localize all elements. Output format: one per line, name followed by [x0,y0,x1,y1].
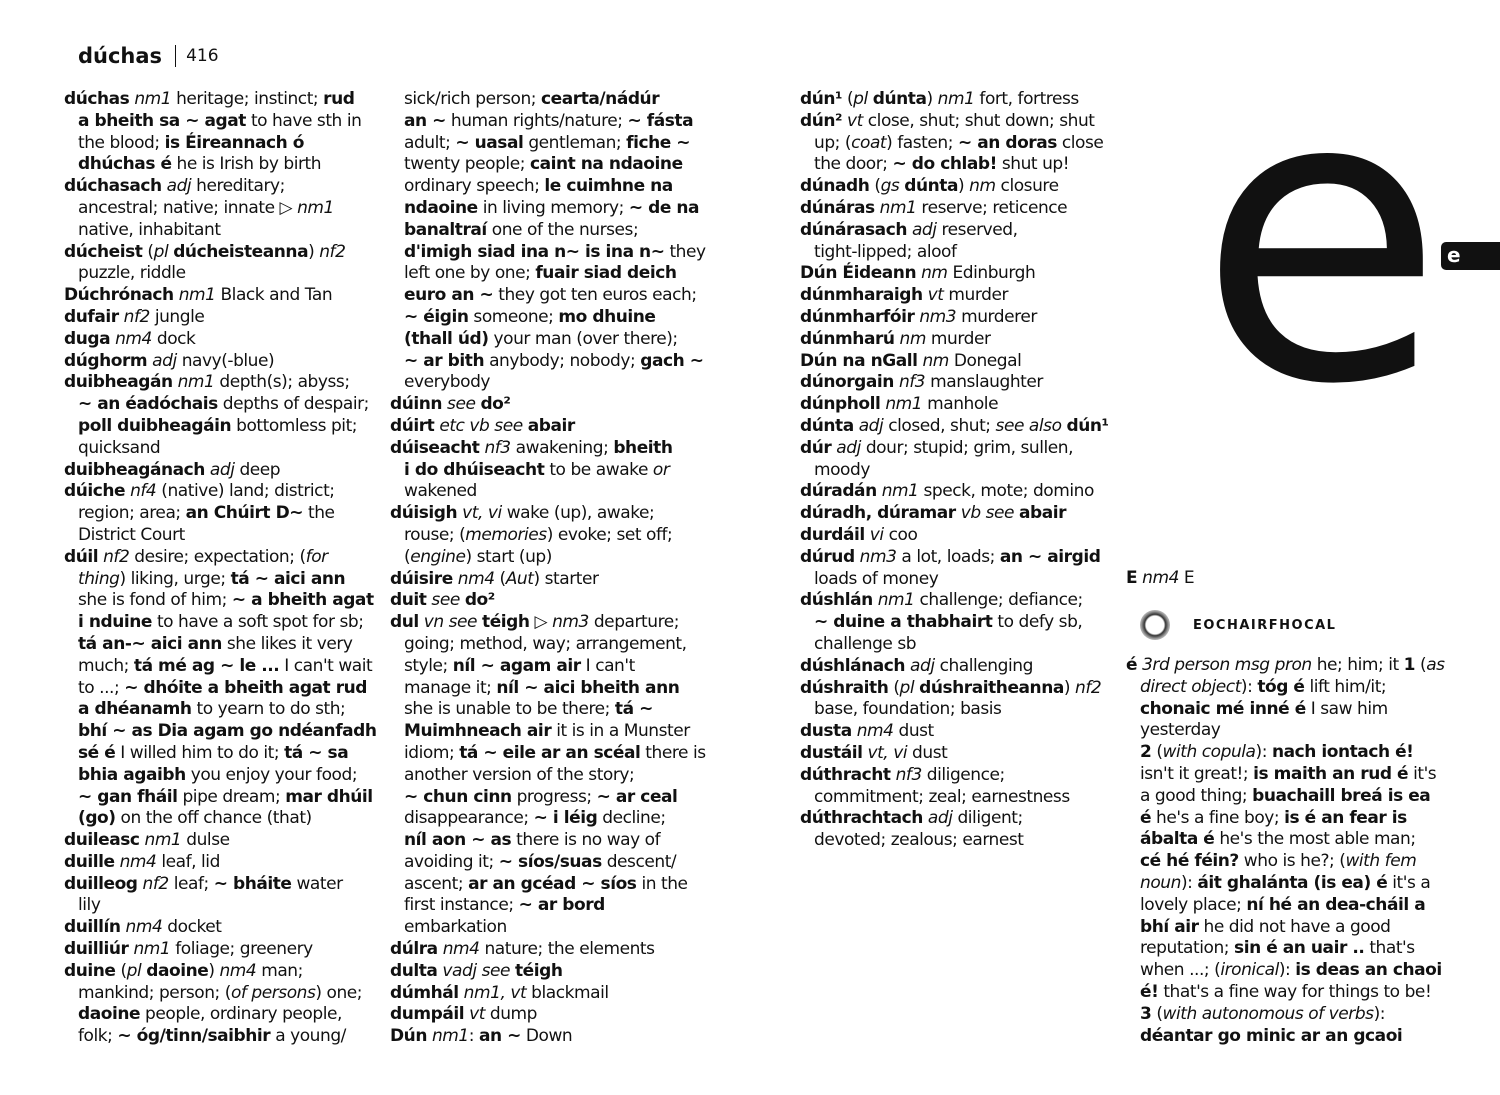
entry-continuation-line: the door; ~ do chlab! shut up! [814,154,1070,175]
entry-continuation-line: adult; ~ uasal gentleman; fiche ~ [404,132,691,153]
entry-continuation-line: rouse; (memories) evoke; set off; [404,524,673,545]
entry-continuation-line: native, inhabitant [78,219,221,240]
dictionary-column-2 [390,89,710,1048]
dictionary-entry-line: dúnmharaigh vt murder [800,285,1008,306]
dictionary-entry-line: Dún nm1: an ~ Down [390,1026,573,1047]
entry-continuation-line: bhia agaibh you enjoy your food; [78,764,358,785]
dictionary-entry-line: dúthracht nf3 diligence; [800,764,1005,785]
entry-continuation-line: banaltraí one of the nurses; [404,219,639,240]
entry-continuation-line: much; tá mé ag ~ le ... I can't wait [78,655,373,676]
dictionary-column-4 [1126,655,1452,1047]
entry-continuation-line: the blood; is Éireannach ó [78,132,304,153]
dictionary-entry-line: dul vn see téigh ▷ nm3 departure; [390,612,680,633]
entry-continuation-line: euro an ~ they got ten euros each; [404,285,697,306]
entry-continuation-line: ~ duine a thabhairt to defy sb, [814,612,1083,633]
entry-continuation-line: disappearance; ~ i léig decline; [404,808,666,829]
dictionary-entry-line: dúthrachtach adj diligent; [800,808,1023,829]
entry-continuation-line: challenge sb [814,633,917,654]
entry-continuation-line: (thall úd) your man (over there); [404,328,678,349]
entry-continuation-line: when ...; (ironical): is deas an chaoi [1140,960,1442,981]
dictionary-entry-line: dúradán nm1 speck, mote; domino [800,481,1094,502]
dictionary-entry-line: dúshlán nm1 challenge; defiance; [800,590,1083,611]
dictionary-entry-line: dúrud nm3 a lot, loads; an ~ airgid [800,546,1101,567]
entry-continuation-line: lily [78,895,101,916]
entry-continuation-line: déantar go minic ar an gcaoi [1140,1025,1403,1046]
dictionary-entry-line: dúlra nm4 nature; the elements [390,939,655,960]
entry-continuation-line: ábalta é he's the most able man; [1140,829,1416,850]
keyword-ring-icon [1140,610,1170,640]
dictionary-column-4-top [1126,568,1452,590]
dictionary-entry-line: dúchasach adj hereditary; [64,176,285,197]
dictionary-entry-line: dúr adj dour; stupid; grim, sullen, [800,437,1074,458]
entry-continuation-line: devoted; zealous; earnest [814,830,1024,851]
entry-continuation-line: bhí air he did not have a good [1140,916,1391,937]
dictionary-column-3 [800,89,1120,852]
entry-continuation-line: bhí ~ as Dia agam go ndéanfadh [78,721,377,742]
entry-continuation-line: up; (coat) fasten; ~ an doras close [814,132,1104,153]
entry-continuation-line: 2 (with copula): nach iontach é! [1140,742,1414,763]
dictionary-entry-line: duillín nm4 docket [64,917,222,938]
entry-continuation-line: wakened [404,481,477,502]
entry-continuation-line: tight-lipped; aloof [814,241,957,262]
dictionary-entry-line: é 3rd person msg pron he; him; it 1 (as [1126,655,1445,675]
running-header [78,44,219,68]
entry-continuation-line: é! that's a fine way for things to be! [1140,981,1432,1002]
entry-continuation-line: tá an-~ aici ann she likes it very [78,633,353,654]
entry-continuation-line: ~ ar bith anybody; nobody; gach ~ [404,350,704,371]
dictionary-entry-line: dúinn see do² [390,394,511,415]
entry-continuation-line: a dhéanamh to yearn to do sth; [78,699,346,720]
entry-continuation-line: direct object): tóg é lift him/it; [1140,676,1387,697]
dictionary-entry-line: durdáil vi coo [800,524,918,545]
entry-continuation-line: quicksand [78,437,161,458]
letter-tab-label: e [1447,243,1461,267]
dictionary-entry-line: dúil nf2 desire; expectation; (for [64,546,328,567]
entry-continuation-line: noun): áit ghalánta (is ea) é it's a [1140,872,1431,893]
dictionary-entry-line: duille nm4 leaf, lid [64,851,220,872]
dictionary-entry-line: duga nm4 dock [64,328,196,349]
dictionary-entry-line: dúnmharfóir nm3 murderer [800,306,1037,327]
dictionary-entry-line: duit see do² [390,590,495,611]
entry-continuation-line: ordinary speech; le cuimhne na [404,176,673,197]
entry-continuation-line: loads of money [814,568,939,589]
entry-continuation-line: a bheith sa ~ agat to have sth in [78,110,362,131]
dictionary-entry-line: dúiche nf4 (native) land; district; [64,481,335,502]
entry-continuation-line: District Court [78,524,185,545]
entry-continuation-line: sick/rich person; cearta/nádúr [404,89,660,109]
entry-continuation-line: dhúchas é he is Irish by birth [78,154,322,175]
entry-continuation-line: puzzle, riddle [78,263,186,284]
entry-continuation-line: (engine) start (up) [404,546,552,567]
entry-continuation-line: embarkation [404,917,507,938]
dictionary-entry-line: dufair nf2 jungle [64,306,205,327]
dictionary-entry-line: dúnáras nm1 reserve; reticence [800,197,1068,218]
entry-continuation-line: ~ gan fháil pipe dream; mar dhúil [78,786,373,807]
entry-continuation-line: first instance; ~ ar bord [404,895,605,916]
dictionary-entry-line: duilleog nf2 leaf; ~ bháite water [64,873,343,894]
dictionary-entry-line: dúirt etc vb see abair [390,415,575,436]
dictionary-entry-line: dúnpholl nm1 manhole [800,394,999,415]
entry-continuation-line: sé é I willed him to do it; tá ~ sa [78,742,349,763]
entry-continuation-line: style; níl ~ agam air I can't [404,655,635,676]
dictionary-entry-line: duibheagán nm1 depth(s); abyss; [64,372,350,393]
dictionary-entry-line: dumpáil vt dump [390,1004,538,1025]
entry-continuation-line: é he's a fine boy; is é an fear is [1140,807,1407,828]
entry-continuation-line: manage it; níl ~ aici bheith ann [404,677,680,698]
entry-continuation-line: ascent; ar an gcéad ~ síos in the [404,873,688,894]
dictionary-column-1 [64,89,380,1048]
entry-continuation-line: níl aon ~ as there is no way of [404,830,661,851]
entry-continuation-line: left one by one; fuair siad deich [404,263,677,284]
entry-continuation-line: ~ éigin someone; mo dhuine [404,306,656,327]
entry-continuation-line: a good thing; buachaill breá is ea [1140,785,1431,806]
keyword-marker [1140,610,1336,640]
entry-continuation-line: ~ an éadóchais depths of despair; [78,394,369,415]
dictionary-entry-line: dulta vadj see téigh [390,960,563,981]
entry-continuation-line: thing) liking, urge; tá ~ aici ann [78,568,346,589]
dictionary-entry-line: dustáil vt, vi dust [800,742,948,763]
dictionary-entry-line: duine (pl daoine) nm4 man; [64,960,303,981]
dictionary-entry-line: dún¹ (pl dúnta) nm1 fort, fortress [800,89,1079,109]
entry-continuation-line: avoiding it; ~ síos/suas descent/ [404,851,677,872]
entry-continuation-line: base, foundation; basis [814,699,1002,720]
entry-continuation-line: another version of the story; [404,764,635,785]
dictionary-entry-line: dúnárasach adj reserved, [800,219,1018,240]
entry-continuation-line: everybody [404,372,491,393]
dictionary-entry-line: dusta nm4 dust [800,721,934,742]
dictionary-entry-line: Dún Éideann nm Edinburgh [800,263,1036,284]
entry-continuation-line: folk; ~ óg/tinn/saibhir a young/ [78,1026,346,1047]
entry-continuation-line: cé hé féin? who is he?; (with fem [1140,851,1417,872]
letter-thumb-tab[interactable] [1441,242,1500,270]
entry-continuation-line: daoine people, ordinary people, [78,1004,342,1025]
header-headword: dúchas [78,44,163,68]
header-divider [175,45,176,67]
dictionary-entry-line: dúnta adj closed, shut; see also dún¹ [800,415,1109,436]
entry-continuation-line: isn't it great!; is maith an rud é it's [1140,763,1437,784]
dictionary-entry-line: E nm4 E [1126,568,1195,588]
entry-continuation-line: commitment; zeal; earnestness [814,786,1070,807]
entry-continuation-line: Muimhneach air it is in a Munster [404,721,690,742]
entry-continuation-line: idiom; tá ~ eile ar an scéal there is [404,742,706,763]
entry-continuation-line: d'imigh siad ina n~ is ina n~ they [404,241,706,262]
dictionary-entry-line: duileasc nm1 dulse [64,830,230,851]
entry-continuation-line: moody [814,459,870,480]
entry-continuation-line: chonaic mé inné é I saw him [1140,698,1388,719]
dictionary-entry-line: dúnadh (gs dúnta) nm closure [800,176,1059,197]
entry-continuation-line: going; method, way; arrangement, [404,633,687,654]
entry-continuation-line: i do dhúiseacht to be awake or [404,459,670,480]
dictionary-entry-line: dúchas nm1 heritage; instinct; rud [64,89,355,109]
entry-continuation-line: ndaoine in living memory; ~ de na [404,197,700,218]
entry-continuation-line: to ...; ~ dhóite a bheith agat rud [78,677,368,698]
keyword-label: EOCHAIRFHOCAL [1193,617,1337,633]
section-letter: e [1198,7,1437,472]
dictionary-entry-line: dúcheist (pl dúcheisteanna) nf2 [64,241,346,262]
dictionary-entry-line: dún² vt close, shut; shut down; shut [800,110,1095,131]
dictionary-entry-line: dúshraith (pl dúshraitheanna) nf2 [800,677,1102,698]
entry-continuation-line: region; area; an Chúirt D~ the [78,503,335,524]
dictionary-entry-line: dúnmharú nm murder [800,328,991,349]
dictionary-entry-line: dúnorgain nf3 manslaughter [800,372,1043,393]
dictionary-entry-line: dúisire nm4 (Aut) starter [390,568,599,589]
entry-continuation-line: she is unable to be there; tá ~ [404,699,653,720]
entry-continuation-line: twenty people; caint na ndaoine [404,154,683,175]
entry-continuation-line: ~ chun cinn progress; ~ ar ceal [404,786,678,807]
entry-continuation-line: yesterday [1140,720,1221,741]
entry-continuation-line: poll duibheagáin bottomless pit; [78,415,358,436]
dictionary-entry-line: duibheagánach adj deep [64,459,281,480]
dictionary-entry-line: dúshlánach adj challenging [800,655,1033,676]
entry-continuation-line: an ~ human rights/nature; ~ fásta [404,110,694,131]
entry-continuation-line: (go) on the off chance (that) [78,808,312,829]
entry-continuation-line: reputation; sin é an uair .. that's [1140,938,1415,959]
dictionary-entry-line: duilliúr nm1 foliage; greenery [64,939,313,960]
dictionary-entry-line: Dún na nGall nm Donegal [800,350,1022,371]
entry-continuation-line: she is fond of him; ~ a bheith agat [78,590,374,611]
entry-continuation-line: lovely place; ní hé an dea-cháil a [1140,894,1426,915]
dictionary-entry-line: dúiseacht nf3 awakening; bheith [390,437,673,458]
entry-continuation-line: mankind; person; (of persons) one; [78,982,363,1003]
dictionary-entry-line: Dúchrónach nm1 Black and Tan [64,285,333,306]
dictionary-entry-line: dúghorm adj navy(-blue) [64,350,275,371]
entry-continuation-line: ancestral; native; innate ▷ nm1 [78,197,334,218]
dictionary-entry-line: dúmhál nm1, vt blackmail [390,982,609,1003]
entry-continuation-line: i nduine to have a soft spot for sb; [78,612,364,633]
dictionary-entry-line: dúradh, dúramar vb see abair [800,503,1067,524]
page-number: 416 [186,46,219,66]
dictionary-entry-line: dúisigh vt, vi wake (up), awake; [390,503,655,524]
entry-continuation-line: 3 (with autonomous of verbs): [1140,1003,1386,1024]
